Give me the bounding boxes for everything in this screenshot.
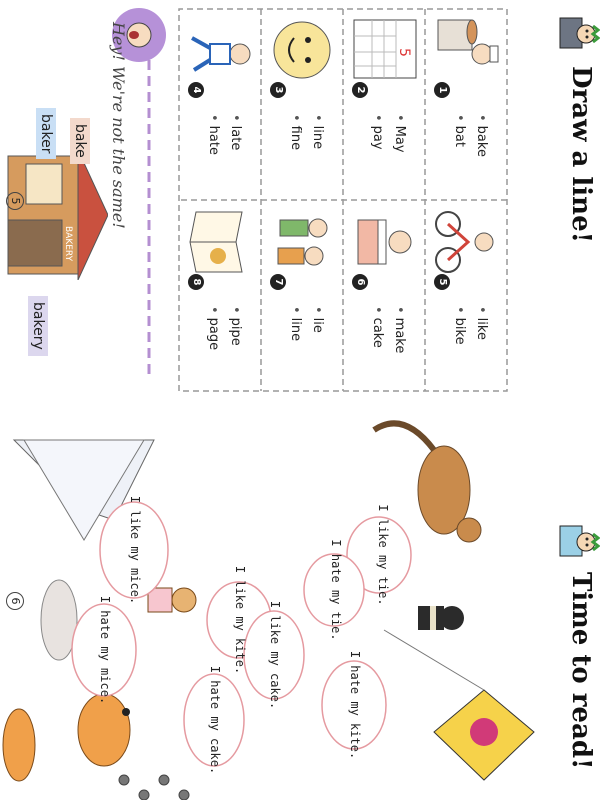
word-option[interactable]: • late [224, 114, 246, 155]
item-number: 4 [188, 82, 204, 98]
page-title: Draw a line! [566, 66, 596, 244]
matching-grid [178, 8, 508, 392]
grid-cell-5 [424, 206, 506, 390]
boy-with-box-mascot-icon [554, 12, 600, 58]
word-option[interactable]: • like [470, 306, 492, 345]
calendar-picture [350, 14, 420, 86]
kids-lying-picture [268, 206, 338, 278]
hey-caption: Hey! We're not the same! [109, 22, 128, 229]
word-choices [448, 306, 492, 345]
item-number: 2 [352, 82, 368, 98]
kid-making-cake-picture [350, 206, 420, 278]
kid-on-bike-picture [432, 206, 502, 278]
grid-cell-2 [342, 14, 424, 198]
bubble-text: I like my mice. [128, 495, 142, 605]
bubble-text: I like my tie. [376, 504, 390, 606]
calendar-number: 5 [396, 48, 412, 57]
label-bakery: bakery [28, 296, 48, 356]
grid-cell-3 [260, 14, 342, 198]
baker-with-cake-picture [432, 14, 502, 86]
label-baker: baker [36, 108, 56, 159]
dashed-divider [146, 60, 152, 380]
grid-cell-1 [424, 14, 506, 198]
word-option[interactable]: • make [388, 306, 410, 353]
word-option[interactable]: • lie [306, 306, 328, 341]
item-number: 3 [270, 82, 286, 98]
story-illustration [0, 400, 604, 800]
open-book-picture [186, 206, 256, 278]
word-option[interactable]: • cake [366, 306, 388, 353]
kite-illustration [384, 630, 534, 780]
word-option[interactable]: • line [306, 114, 328, 150]
bakery-building-picture [4, 150, 108, 280]
bubble-text: I hate my tie. [329, 539, 343, 641]
mice-illustration [119, 775, 189, 800]
word-choices [366, 306, 410, 353]
word-option[interactable]: • hate [202, 114, 224, 155]
word-option[interactable]: • page [202, 306, 224, 350]
item-number: 5 [434, 274, 450, 290]
teddy-bear-illustration [148, 588, 196, 612]
fat-cat-illustration [3, 709, 35, 781]
item-number: 6 [352, 274, 368, 290]
word-choices [366, 114, 410, 153]
word-option[interactable]: • bike [448, 306, 470, 345]
bakery-sign: BAKERY [63, 226, 73, 262]
word-choices [202, 306, 246, 350]
smiling-face-picture [268, 14, 338, 86]
item-number: 7 [270, 274, 286, 290]
grid-cell-4 [178, 14, 260, 198]
word-option[interactable]: • May [388, 114, 410, 153]
word-choices [284, 114, 328, 150]
bubble-text: I hate my kite. [348, 650, 362, 760]
label-bake: bake [70, 118, 90, 164]
page-title: Time to read! [566, 572, 596, 770]
word-choices [448, 114, 492, 157]
word-option[interactable]: • bake [470, 114, 492, 157]
word-option[interactable]: • bat [448, 114, 470, 157]
word-choices [202, 114, 246, 155]
grid-cell-8 [178, 206, 260, 390]
word-choices [284, 306, 328, 341]
page-number: 6 [6, 592, 24, 610]
grid-cell-6 [342, 206, 424, 390]
page-number: 5 [6, 192, 24, 210]
item-number: 8 [188, 274, 204, 290]
grid-cell-7 [260, 206, 342, 390]
bubble-text: I hate my mice. [98, 595, 112, 705]
cat-illustration [78, 694, 130, 766]
running-boy-picture [186, 14, 256, 86]
word-option[interactable]: • pipe [224, 306, 246, 350]
bubble-text: I hate my cake. [208, 665, 222, 775]
word-option[interactable]: • line [284, 306, 306, 341]
item-number: 1 [434, 82, 450, 98]
word-option[interactable]: • pay [366, 114, 388, 153]
reading-page [0, 400, 604, 800]
monkey-illustration [418, 606, 464, 630]
bubble-text: I like my cake. [268, 600, 282, 710]
bubble-text: I like my kite. [233, 565, 247, 675]
word-option[interactable]: • fine [284, 114, 306, 150]
